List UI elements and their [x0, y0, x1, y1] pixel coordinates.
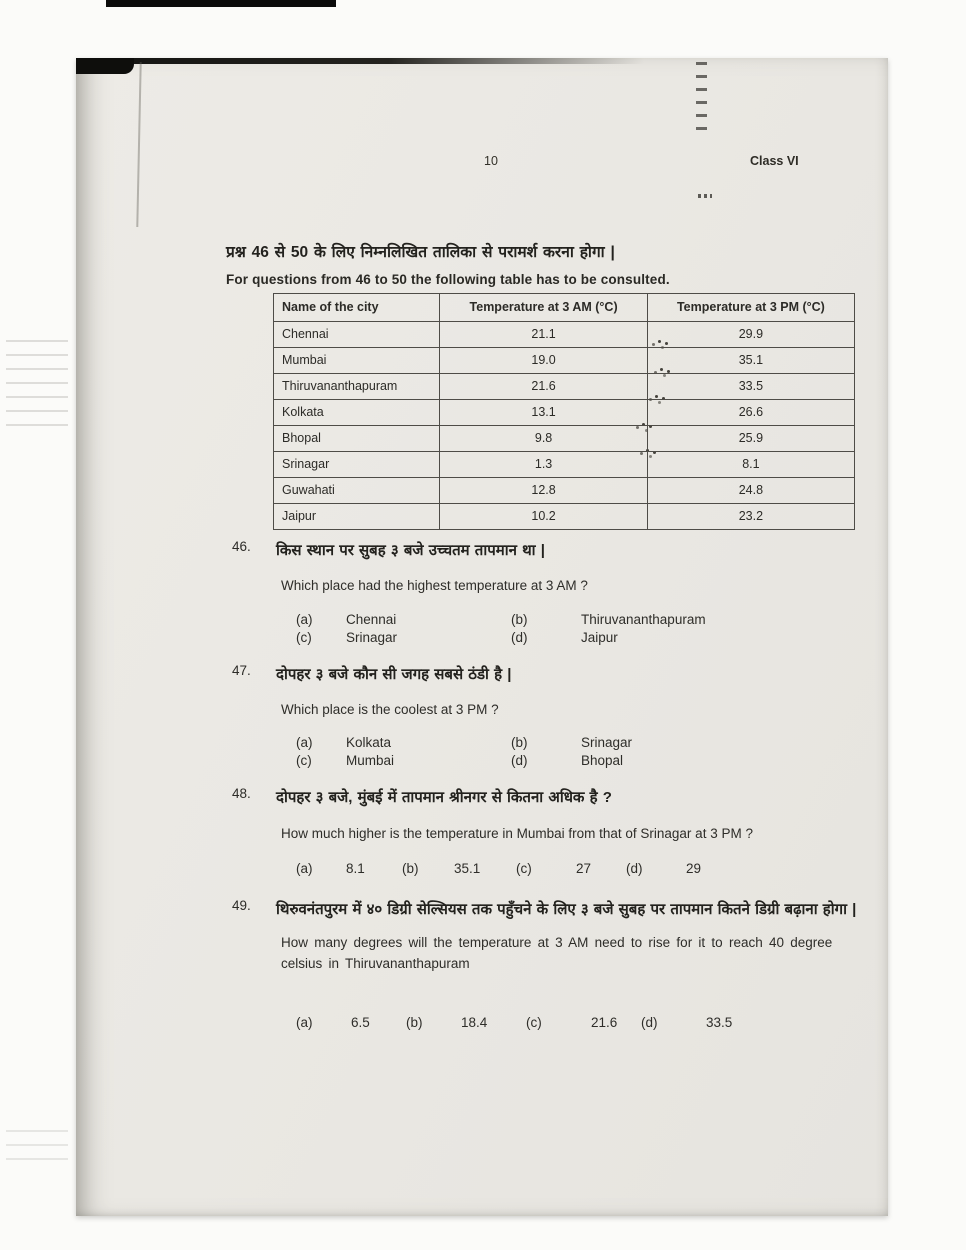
- temp-3am: 21.1: [440, 321, 647, 347]
- option-label: (a): [296, 861, 313, 877]
- table-row: [274, 399, 855, 425]
- question-hindi-line: [226, 786, 874, 809]
- temp-3pm: 35.1: [647, 347, 854, 373]
- option-label: (c): [296, 629, 312, 645]
- option-label: (c): [296, 753, 312, 769]
- question-english: How many degrees will the temperature at 3 AM need to rise for it to reach 40 degree celsius in Thiruvananthapuram: [281, 935, 833, 972]
- question-number: 49.: [232, 898, 251, 914]
- city-name: Jaipur: [274, 503, 440, 529]
- option-label: (a): [296, 611, 313, 627]
- question-49: [226, 898, 874, 1030]
- table-row: [274, 451, 855, 477]
- page-fold-edge: [136, 62, 141, 227]
- temp-3pm: 23.2: [647, 503, 854, 529]
- option-text: Bhopal: [581, 753, 624, 769]
- question-hindi-line: [226, 898, 874, 921]
- class-label: Class VI: [750, 154, 799, 168]
- table-row: [274, 425, 855, 451]
- temp-3am: 19.0: [440, 347, 647, 373]
- options-grid: [296, 612, 874, 645]
- temp-3pm: 26.6: [647, 399, 854, 425]
- temp-3am: 9.8: [440, 425, 647, 451]
- option-text: 33.5: [706, 1015, 733, 1031]
- question-hindi: दोपहर ३ बजे कौन सी जगह सबसे ठंडी है |: [276, 665, 512, 683]
- temp-3am: 12.8: [440, 477, 647, 503]
- intro-hindi: प्रश्न 46 से 50 के लिए निम्नलिखित तालिका से परामर्श करना होगा |: [226, 244, 615, 261]
- question-46: [226, 539, 874, 645]
- question-number: 46.: [232, 538, 251, 554]
- option-text: Chennai: [346, 611, 397, 627]
- margin-scribble-artifact: [6, 340, 68, 430]
- question-hindi: किस स्थान पर सुबह ३ बजे उच्चतम तापमान था |: [276, 541, 545, 559]
- scanned-exam-page: [76, 58, 888, 1216]
- city-name: Mumbai: [274, 347, 440, 373]
- margin-scribble-artifact: [6, 1130, 68, 1160]
- option-label: (a): [296, 1015, 313, 1031]
- question-number: 48.: [232, 786, 251, 802]
- scan-top-shadow: [76, 58, 644, 64]
- page-number: 10: [484, 154, 498, 168]
- option-text: 29: [686, 861, 702, 877]
- option-text: 18.4: [461, 1015, 488, 1031]
- city-name: Srinagar: [274, 451, 440, 477]
- page-header: [226, 154, 874, 170]
- option-label: (d): [511, 753, 528, 769]
- temp-3am: 10.2: [440, 503, 647, 529]
- option-text: Srinagar: [346, 629, 398, 645]
- city-name: Bhopal: [274, 425, 440, 451]
- scan-corner-artifact: [76, 58, 134, 74]
- option-label: (a): [296, 735, 313, 751]
- temp-3am: 13.1: [440, 399, 647, 425]
- option-text: Thiruvananthapuram: [581, 611, 706, 627]
- table-row: [274, 503, 855, 529]
- city-name: Thiruvananthapuram: [274, 373, 440, 399]
- question-hindi-line: [226, 663, 874, 686]
- temp-3pm: 33.5: [647, 373, 854, 399]
- table-header-row: [274, 293, 855, 321]
- question-47: [226, 663, 874, 768]
- option-label: (b): [511, 735, 528, 751]
- option-label: (b): [511, 611, 528, 627]
- city-name: Chennai: [274, 321, 440, 347]
- scanner-edge-artifact: [106, 0, 336, 7]
- option-label: (d): [626, 861, 643, 877]
- option-text: Mumbai: [346, 753, 395, 769]
- option-text: Jaipur: [581, 629, 618, 645]
- question-english: How much higher is the temperature in Mumbai from that of Srinagar at 3 PM ?: [281, 826, 753, 842]
- city-name: Kolkata: [274, 399, 440, 425]
- scan-dash-artifact: [696, 62, 707, 140]
- temp-3pm: 8.1: [647, 451, 854, 477]
- table-row: [274, 347, 855, 373]
- question-hindi: थिरुवनंतपुरम में ४० डिग्री सेल्सियस तक पहुँचने के लिए ३ बजे सुबह पर तापमान कितने डिग्री बढ़ाना होगा |: [276, 901, 857, 919]
- question-english: Which place is the coolest at 3 PM ?: [281, 702, 499, 718]
- table-row: [274, 321, 855, 347]
- option-label: (b): [406, 1015, 423, 1031]
- table-row: [274, 373, 855, 399]
- option-label: (c): [526, 1015, 542, 1031]
- question-hindi: दोपहर ३ बजे, मुंबई में तापमान श्रीनगर से कितना अधिक है ?: [276, 789, 612, 807]
- option-text: Kolkata: [346, 735, 392, 751]
- option-label: (c): [516, 861, 532, 877]
- options-inline: [296, 861, 874, 876]
- option-text: 21.6: [591, 1015, 618, 1031]
- intro-english: For questions from 46 to 50 the following table has to be consulted.: [226, 271, 670, 287]
- temp-3pm: 24.8: [647, 477, 854, 503]
- option-text: Srinagar: [581, 735, 633, 751]
- temperature-table: [273, 293, 855, 530]
- option-text: 35.1: [454, 861, 481, 877]
- temp-3pm: 25.9: [647, 425, 854, 451]
- option-label: (b): [402, 861, 419, 877]
- option-label: (d): [511, 629, 528, 645]
- question-48: [226, 786, 874, 876]
- question-number: 47.: [232, 662, 251, 678]
- option-text: 27: [576, 861, 592, 877]
- col-header-3pm: Temperature at 3 PM (°C): [647, 293, 854, 321]
- col-header-city: Name of the city: [274, 293, 440, 321]
- options-grid: [296, 735, 874, 768]
- temp-3am: 21.6: [440, 373, 647, 399]
- page-content: [226, 154, 874, 1030]
- temp-3pm: 29.9: [647, 321, 854, 347]
- option-text: 6.5: [351, 1015, 370, 1031]
- question-hindi-line: [226, 539, 874, 562]
- table-row: [274, 477, 855, 503]
- option-text: 8.1: [346, 861, 365, 877]
- city-name: Guwahati: [274, 477, 440, 503]
- col-header-3am: Temperature at 3 AM (°C): [440, 293, 647, 321]
- option-label: (d): [641, 1015, 658, 1031]
- options-inline: [296, 1015, 874, 1030]
- temp-3am: 1.3: [440, 451, 647, 477]
- question-english: Which place had the highest temperature at 3 AM ?: [281, 577, 588, 593]
